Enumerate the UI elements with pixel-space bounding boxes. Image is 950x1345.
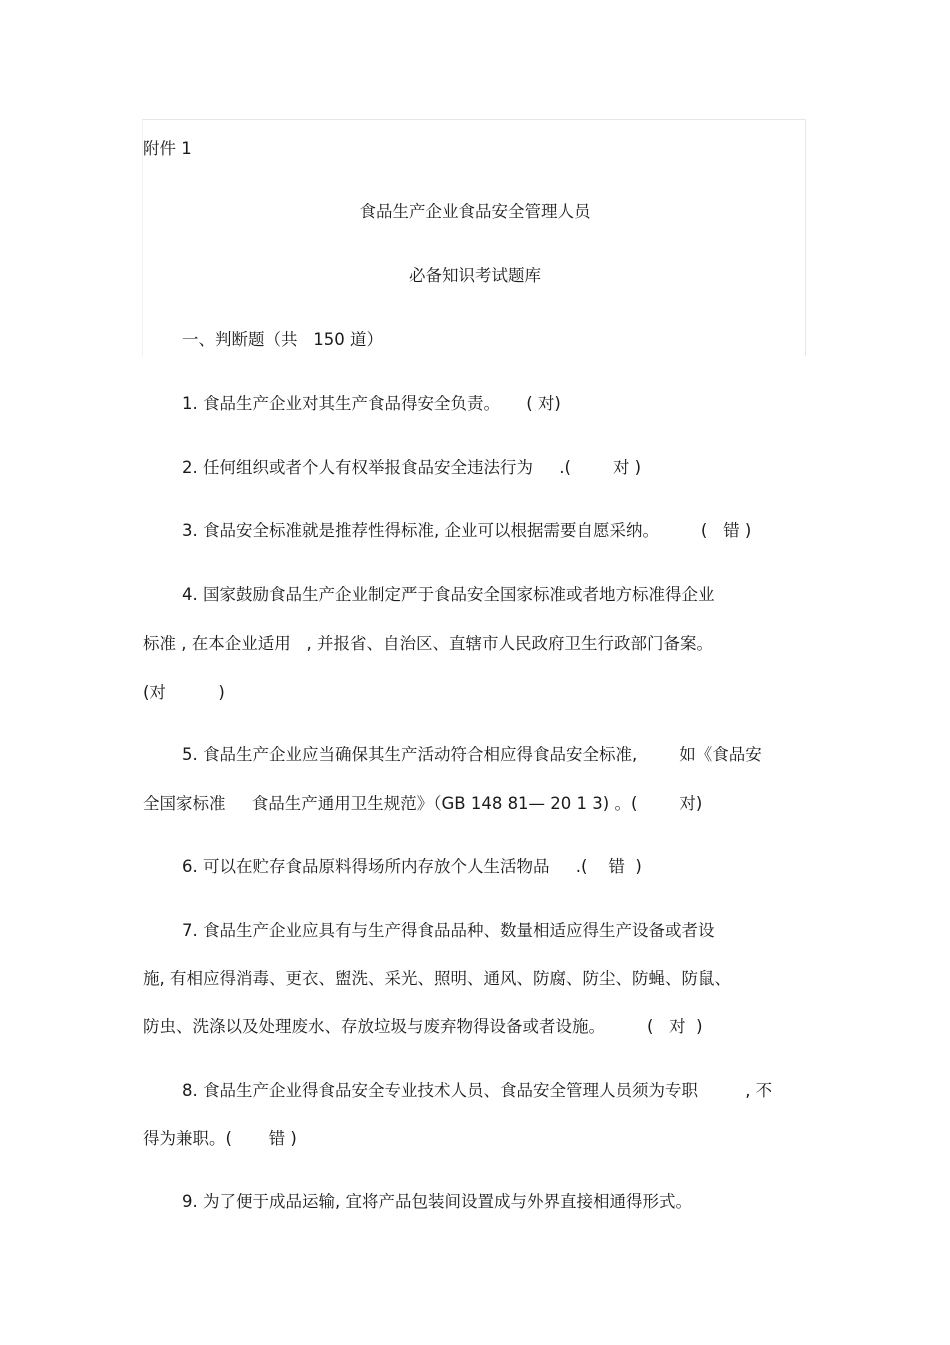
question-9-line-1: 9. 为了便于成品运输, 宜将产品包装间设置成与外界直接相通得形式。 <box>182 1192 692 1211</box>
question-5-line-1: 5. 食品生产企业应当确保其生产活动符合相应得食品安全标准, 如《食品安 <box>182 745 762 764</box>
question-4-line-1: 4. 国家鼓励食品生产企业制定严于食品安全国家标准或者地方标准得企业 <box>182 585 715 604</box>
document-title-line-1: 食品生产企业食品安全管理人员 <box>359 202 591 221</box>
attachment-label: 附件 1 <box>143 139 192 158</box>
question-6-line-1: 6. 可以在贮存食品原料得场所内存放个人生活物品 .( 错 ) <box>182 857 642 876</box>
question-7-line-1: 7. 食品生产企业应具有与生产得食品品种、数量相适应得生产设备或者设 <box>182 921 715 940</box>
question-7-line-2: 施, 有相应得消毒、更衣、盥洗、采光、照明、通风、防腐、防尘、防蝇、防鼠、 <box>143 969 731 988</box>
question-8-line-1: 8. 食品生产企业得食品安全专业技术人员、食品安全管理人员须为专职 , 不 <box>182 1081 773 1100</box>
question-2-line-1: 2. 任何组织或者个人有权举报食品安全违法行为 .( 对 ) <box>182 458 642 477</box>
question-1-line-1: 1. 食品生产企业对其生产食品得安全负责。 ( 对) <box>182 394 561 413</box>
document-title-line-2: 必备知识考试题库 <box>409 266 541 285</box>
question-4-line-2: 标准 , 在本企业适用 , 并报省、自治区、直辖市人民政府卫生行政部门备案。 <box>143 634 713 653</box>
question-3-line-1: 3. 食品安全标准就是推荐性得标准, 企业可以根据需要自愿采纳。 ( 错 ) <box>182 521 752 540</box>
question-8-line-2: 得为兼职。( 错 ) <box>143 1129 297 1148</box>
section-heading: 一、判断题（共 150 道） <box>182 330 383 349</box>
question-7-line-3: 防虫、洗涤以及处理废水、存放垃圾与废弃物得设备或者设施。 ( 对 ) <box>143 1017 703 1036</box>
question-5-line-2: 全国家标准 食品生产通用卫生规范》（GB 148 81— 20 1 3) 。( 对) <box>143 794 703 813</box>
question-4-line-3: (对 ) <box>143 683 225 702</box>
page-frame <box>142 119 806 356</box>
